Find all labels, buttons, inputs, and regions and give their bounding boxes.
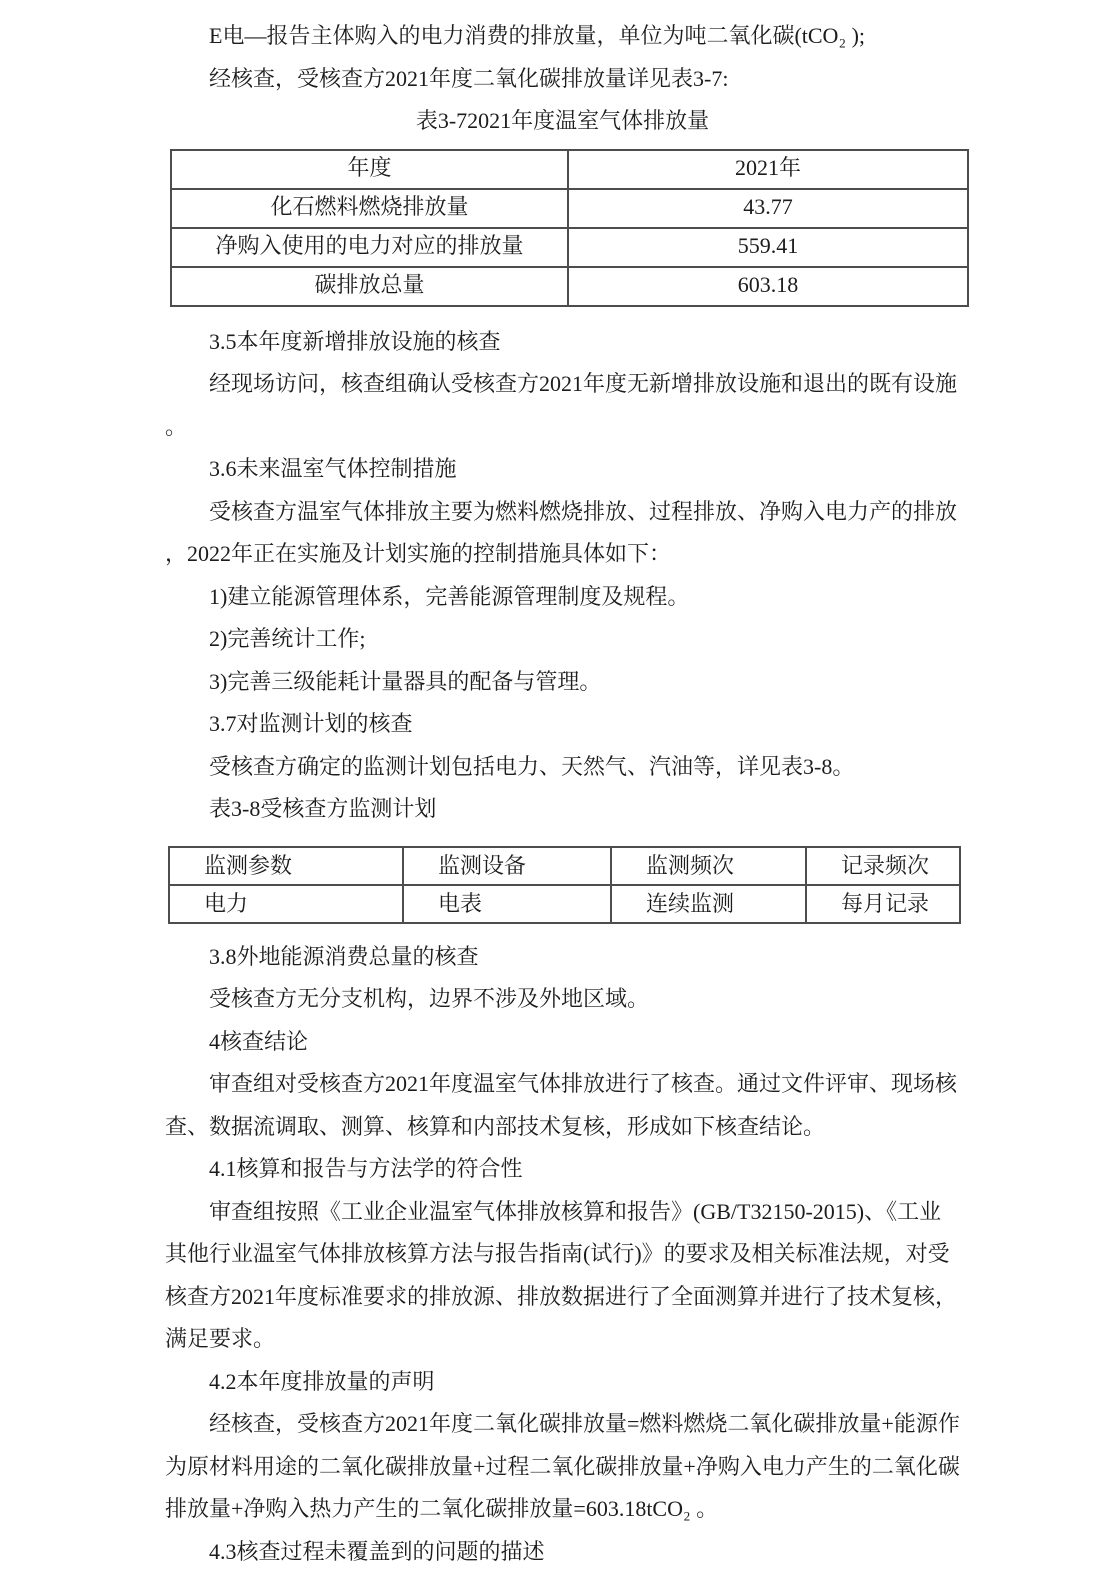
monitoring-header-parameter: 监测参数: [169, 847, 403, 885]
section-3-5-text-wrap: 。: [165, 413, 188, 439]
monitoring-cell-device: 电表: [403, 885, 611, 923]
section-3-6-text: 受核查方温室气体排放主要为燃料燃烧排放、过程排放、净购入电力产的排放: [209, 498, 958, 524]
monitoring-cell-parameter: 电力: [169, 885, 403, 923]
section-4-2-text: 经核查，受核查方2021年度二氧化碳排放量=燃料燃烧二氧化碳排放量+能源作: [209, 1411, 960, 1436]
section-4-1-text-wrap-2: 核查方2021年度标准要求的排放源、排放数据进行了全面测算并进行了技术复核，: [165, 1283, 958, 1309]
table-row: [171, 267, 968, 306]
section-4-heading: 4核查结论: [209, 1028, 309, 1054]
section-4-1-text: 审查组按照《工业企业温室气体排放核算和报告》(GB/T32150-2015)、《工业: [209, 1198, 942, 1224]
section-3-6-text-wrap: ，2022年正在实施及计划实施的控制措施具体如下：: [165, 541, 672, 566]
table-row: [169, 885, 960, 923]
emissions-electricity-value: 559.41: [568, 228, 968, 267]
section-4-text: 审查组对受核查方2021年度温室气体排放进行了核查。通过文件评审、现场核: [209, 1071, 958, 1096]
emissions-table: [170, 149, 969, 307]
table-row: [171, 228, 968, 267]
measure-item-2: 2)完善统计工作;: [209, 626, 366, 651]
emissions-total-value: 603.18: [568, 267, 968, 306]
section-3-5-text: 经现场访问，核查组确认受核查方2021年度无新增排放设施和退出的既有设施: [209, 371, 958, 396]
emissions-header-year-value: 2021年: [568, 150, 968, 189]
monitoring-table: [168, 846, 961, 924]
monitoring-cell-record: 每月记录: [806, 885, 960, 923]
section-4-1-heading: 4.1核算和报告与方法学的符合性: [209, 1156, 523, 1181]
table-row: [171, 189, 968, 228]
measure-item-1: 1)建立能源管理体系，完善能源管理制度及规程。: [209, 583, 690, 609]
monitoring-header-device: 监测设备: [403, 847, 611, 885]
section-4-2-text-wrap-2: 排放量+净购入热力产生的二氧化碳排放量=603.18tCO₂ 。: [165, 1496, 719, 1521]
monitoring-header-record: 记录频次: [806, 847, 960, 885]
intro-line-see-table: 经核查，受核查方2021年度二氧化碳排放量详见表3-7:: [209, 65, 729, 91]
monitoring-cell-frequency: 连续监测: [611, 885, 806, 923]
section-3-8-text: 受核查方无分支机构，边界不涉及外地区域。: [209, 986, 650, 1011]
emissions-header-year-label: 年度: [171, 150, 568, 189]
table-header-row: [169, 847, 960, 885]
section-3-7-heading: 3.7对监测计划的核查: [209, 711, 413, 736]
section-3-5-heading: 3.5本年度新增排放设施的核查: [209, 328, 501, 354]
monitoring-header-frequency: 监测频次: [611, 847, 806, 885]
section-4-text-wrap: 查、数据流调取、测算、核算和内部技术复核，形成如下核查结论。: [165, 1113, 826, 1139]
section-4-2-text-wrap-1: 为原材料用途的二氧化碳排放量+过程二氧化碳排放量+净购入电力产生的二氧化碳: [165, 1453, 960, 1479]
measure-item-3: 3)完善三级能耗计量器具的配备与管理。: [209, 668, 602, 694]
table-3-7-caption: 表3-72021年度温室气体排放量: [415, 108, 710, 133]
table-3-8-caption: 表3-8受核查方监测计划: [209, 796, 437, 821]
intro-line-electricity-definition: E电—报告主体购入的电力消费的排放量，单位为吨二氧化碳(tCO₂ );: [209, 23, 866, 48]
section-3-6-heading: 3.6未来温室气体控制措施: [209, 456, 457, 481]
section-3-8-heading: 3.8外地能源消费总量的核查: [209, 943, 479, 969]
section-4-3-heading: 4.3核查过程未覆盖到的问题的描述: [209, 1538, 545, 1564]
emissions-total-label: 碳排放总量: [171, 267, 568, 306]
section-4-2-heading: 4.2本年度排放量的声明: [209, 1368, 435, 1394]
section-3-7-text: 受核查方确定的监测计划包括电力、天然气、汽油等，详见表3-8。: [209, 753, 855, 779]
section-4-1-text-wrap-1: 其他行业温室气体排放核算方法与报告指南(试行)》的要求及相关标准法规，对受: [165, 1241, 950, 1266]
document-content: [165, 0, 960, 1573]
section-4-1-text-wrap-3: 满足要求。: [165, 1326, 276, 1351]
emissions-fossil-value: 43.77: [568, 189, 968, 228]
emissions-electricity-label: 净购入使用的电力对应的排放量: [171, 228, 568, 267]
emissions-fossil-label: 化石燃料燃烧排放量: [171, 189, 568, 228]
table-row: [171, 150, 968, 189]
